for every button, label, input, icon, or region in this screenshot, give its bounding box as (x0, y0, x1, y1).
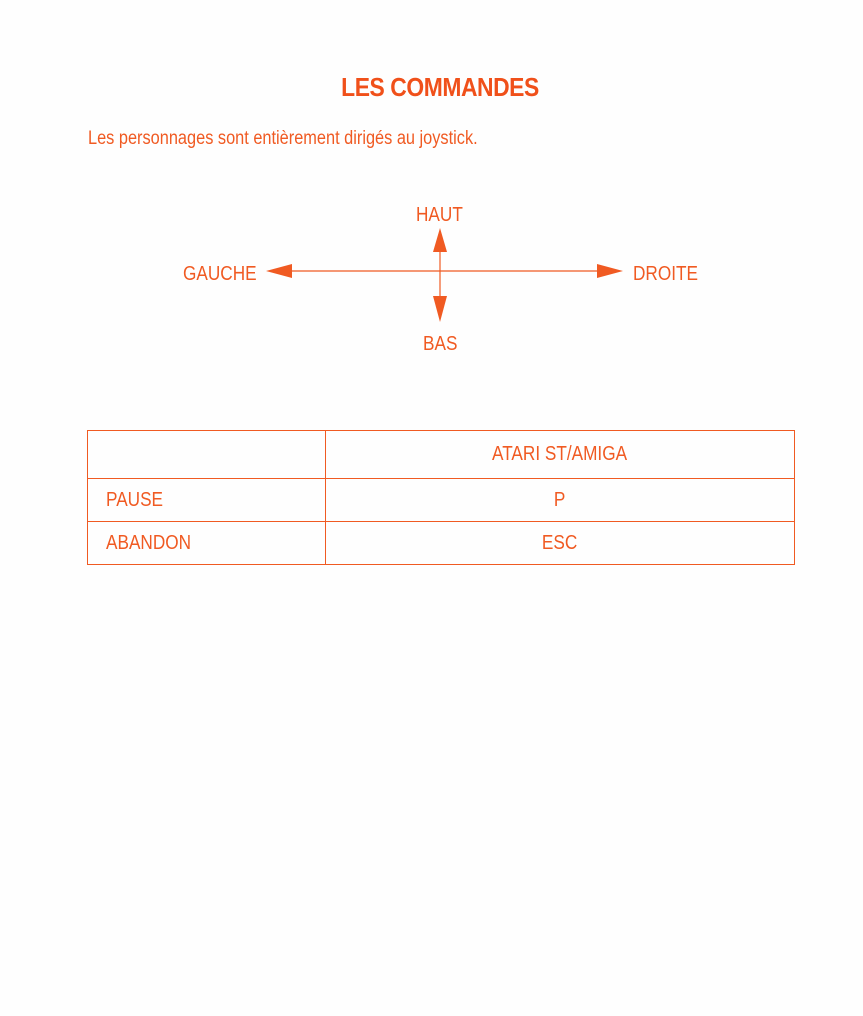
arrow-right-icon (597, 264, 623, 278)
key-abandon-value: ESC (542, 531, 578, 554)
arrow-up-icon (433, 228, 447, 252)
action-abandon-label: ABANDON (106, 531, 192, 554)
arrow-down-icon (433, 296, 447, 322)
action-cell (88, 522, 326, 565)
table-row (88, 522, 795, 565)
page-title: LES COMMANDES (341, 72, 539, 102)
intro-text: Les personnages sont entièrement dirigés au joystick. (88, 128, 478, 149)
key-cell (326, 522, 795, 565)
direction-left-label: GAUCHE (183, 263, 257, 285)
table-row (88, 479, 795, 522)
controls-table (87, 430, 795, 565)
direction-right-label: DROITE (633, 263, 698, 285)
key-pause-value: P (554, 488, 566, 511)
action-cell (88, 479, 326, 522)
header-platform-text: ATARI ST/AMIGA (492, 443, 628, 465)
arrow-left-icon (266, 264, 292, 278)
key-cell (326, 479, 795, 522)
direction-down-label: BAS (423, 333, 458, 355)
direction-up-label: HAUT (416, 204, 463, 226)
action-pause-label: PAUSE (106, 488, 164, 511)
header-cell-platform (326, 431, 795, 479)
header-cell-action (88, 431, 326, 479)
table-header-row (88, 431, 795, 479)
